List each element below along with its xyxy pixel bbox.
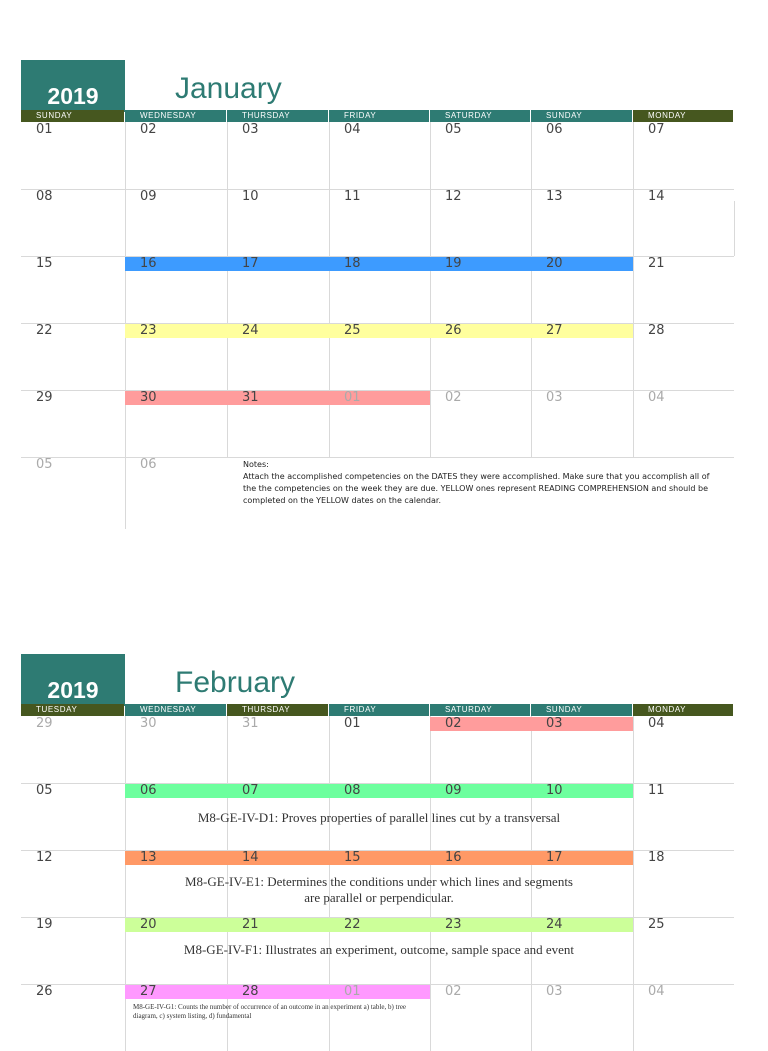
- date-cell[interactable]: 25: [648, 917, 665, 932]
- date-cell[interactable]: 26: [430, 324, 531, 338]
- competency-g1: M8-GE-IV-G1: Counts the number of occurrence of an outcome in an experiment a) table, b) tree diagram, c) system listing, d) fundamental: [133, 1003, 407, 1020]
- date-cell[interactable]: 07: [648, 122, 665, 137]
- date-cell[interactable]: 15: [36, 256, 53, 271]
- day-header-monday: MONDAY: [633, 110, 733, 122]
- date-cell[interactable]: 02: [140, 122, 157, 137]
- date-cell[interactable]: 21: [648, 256, 665, 271]
- year-badge: 2019: [21, 654, 125, 706]
- date-cell[interactable]: 22: [36, 323, 53, 338]
- notes-text: Attach the accomplished competencies on the DATES they were accomplished. Make sure that you accomplish all of the the competencies on the week they are due. YELLOW ones represent READING COMPREHENSION and should be completed on the YELLOW dates on the calendar.: [243, 472, 710, 505]
- date-cell[interactable]: 01: [344, 716, 361, 731]
- date-cell[interactable]: 19: [430, 257, 531, 271]
- notes-heading: Notes:: [243, 460, 269, 469]
- date-cell[interactable]: 01: [36, 122, 53, 137]
- date-cell[interactable]: 27: [531, 324, 633, 338]
- day-header-sunday: SUNDAY: [531, 704, 632, 716]
- date-cell[interactable]: 17: [531, 851, 633, 865]
- year-badge: 2019: [21, 60, 125, 112]
- month-title: February: [175, 666, 296, 699]
- date-cell[interactable]: 25: [329, 324, 430, 338]
- day-header-wednesday: WEDNESDAY: [125, 704, 226, 716]
- day-header-friday: FRIDAY: [329, 110, 429, 122]
- date-cell[interactable]: 22: [329, 918, 430, 932]
- date-cell[interactable]: 27: [125, 985, 227, 999]
- date-cell[interactable]: 16: [430, 851, 531, 865]
- competency-f1: M8-GE-IV-F1: Illustrates an experiment, outcome, sample space and event: [183, 942, 575, 957]
- date-cell[interactable]: 04: [648, 984, 665, 999]
- date-cell[interactable]: 19: [36, 917, 53, 932]
- date-cell[interactable]: 30: [125, 391, 227, 405]
- competency-d1: M8-GE-IV-D1: Proves properties of parallel lines cut by a transversal: [197, 810, 561, 825]
- date-cell[interactable]: 09: [430, 784, 531, 798]
- date-cell[interactable]: 15: [329, 851, 430, 865]
- date-cell[interactable]: 20: [125, 918, 227, 932]
- date-cell[interactable]: 18: [329, 257, 430, 271]
- date-cell[interactable]: 06: [125, 784, 227, 798]
- date-cell[interactable]: 11: [648, 783, 665, 798]
- day-header-thursday: THURSDAY: [227, 110, 328, 122]
- date-cell[interactable]: 07: [227, 784, 329, 798]
- date-cell[interactable]: 29: [36, 716, 53, 731]
- date-cell[interactable]: 06: [140, 457, 157, 472]
- date-cell[interactable]: 23: [125, 324, 227, 338]
- date-cell[interactable]: 08: [329, 784, 430, 798]
- competency-e1-cont: are parallel or perpendicular.: [304, 890, 454, 905]
- date-cell[interactable]: 03: [531, 717, 633, 731]
- date-cell[interactable]: 05: [445, 122, 462, 137]
- date-cell[interactable]: 17: [227, 257, 329, 271]
- date-cell[interactable]: 18: [648, 850, 665, 865]
- date-cell[interactable]: 03: [546, 984, 563, 999]
- date-cell[interactable]: 14: [648, 189, 665, 204]
- date-cell[interactable]: 03: [546, 390, 563, 405]
- day-header-tuesday: TUESDAY: [21, 704, 124, 716]
- date-cell[interactable]: 13: [125, 851, 227, 865]
- month-title: January: [175, 72, 282, 105]
- day-header-sunday: SUNDAY: [531, 110, 632, 122]
- date-cell[interactable]: 16: [125, 257, 227, 271]
- date-cell[interactable]: 28: [227, 985, 329, 999]
- date-cell[interactable]: 31: [227, 391, 329, 405]
- day-header-wednesday: WEDNESDAY: [125, 110, 226, 122]
- date-cell[interactable]: 30: [140, 716, 157, 731]
- date-cell[interactable]: 12: [36, 850, 53, 865]
- date-cell[interactable]: 08: [36, 189, 53, 204]
- date-cell[interactable]: 02: [430, 717, 531, 731]
- date-cell[interactable]: 01: [329, 985, 430, 999]
- date-cell[interactable]: 28: [648, 323, 665, 338]
- date-cell[interactable]: 14: [227, 851, 329, 865]
- date-cell[interactable]: 11: [344, 189, 361, 204]
- cell-border: [734, 201, 735, 256]
- date-cell[interactable]: 03: [242, 122, 259, 137]
- day-header-sunday: SUNDAY: [21, 110, 124, 122]
- day-header-saturday: SATURDAY: [430, 704, 530, 716]
- date-cell[interactable]: 24: [531, 918, 633, 932]
- date-cell[interactable]: 10: [242, 189, 259, 204]
- competency-e1: M8-GE-IV-E1: Determines the conditions under which lines and segments: [185, 874, 573, 889]
- date-cell[interactable]: 10: [531, 784, 633, 798]
- date-cell[interactable]: 31: [242, 716, 259, 731]
- february-calendar: [0, 654, 768, 1024]
- day-header-saturday: SATURDAY: [430, 110, 530, 122]
- date-cell[interactable]: 02: [445, 390, 462, 405]
- date-cell[interactable]: 13: [546, 189, 563, 204]
- date-cell[interactable]: 02: [445, 984, 462, 999]
- date-cell[interactable]: 24: [227, 324, 329, 338]
- date-cell[interactable]: 09: [140, 189, 157, 204]
- date-cell[interactable]: 20: [531, 257, 633, 271]
- date-cell[interactable]: 26: [36, 984, 53, 999]
- date-cell[interactable]: 01: [329, 391, 430, 405]
- day-header-thursday: THURSDAY: [227, 704, 328, 716]
- date-cell[interactable]: 12: [445, 189, 462, 204]
- january-calendar: [0, 60, 768, 540]
- date-cell[interactable]: 04: [344, 122, 361, 137]
- date-cell[interactable]: 06: [546, 122, 563, 137]
- date-cell[interactable]: 23: [430, 918, 531, 932]
- date-cell[interactable]: 21: [227, 918, 329, 932]
- day-header-monday: MONDAY: [633, 704, 733, 716]
- date-cell[interactable]: 05: [36, 783, 53, 798]
- day-header-friday: FRIDAY: [329, 704, 429, 716]
- date-cell[interactable]: 04: [648, 716, 665, 731]
- date-cell[interactable]: 04: [648, 390, 665, 405]
- date-cell[interactable]: 05: [36, 457, 53, 472]
- date-cell[interactable]: 29: [36, 390, 53, 405]
